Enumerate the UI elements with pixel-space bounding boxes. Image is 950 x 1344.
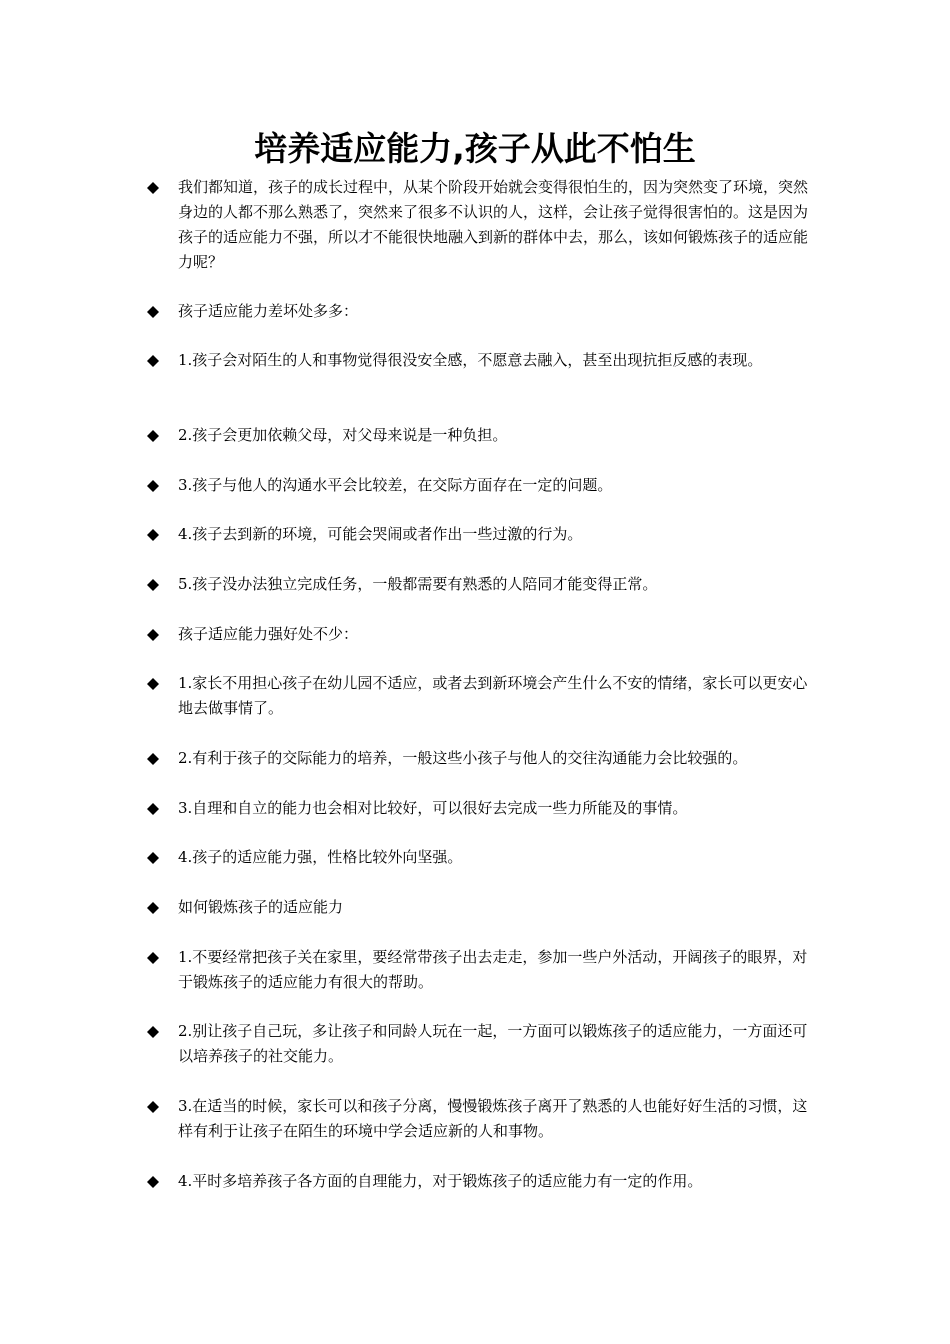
list-item-text: 4.平时多培养孩子各方面的自理能力，对于锻炼孩子的适应能力有一定的作用。 [178,1172,703,1190]
diamond-bullet-icon [145,746,161,771]
list-item-text: 孩子适应能力差坏处多多： [178,302,359,320]
list-item-text: 5.孩子没办法独立完成任务，一般都需要有熟悉的人陪同才能变得正常。 [178,575,658,593]
diamond-bullet-icon [145,845,161,870]
list-item-text: 孩子适应能力强好处不少： [178,625,359,643]
diamond-bullet-icon [145,473,161,498]
diamond-bullet-icon [145,1094,161,1119]
diamond-bullet-icon [145,671,161,696]
diamond-bullet-icon [145,895,161,920]
diamond-bullet-icon [145,175,161,200]
list-item-text: 如何锻炼孩子的适应能力 [178,898,344,916]
list-item-text: 1.家长不用担心孩子在幼儿园不适应，或者去到新环境会产生什么不安的情绪，家长可以更安心地去做事情了。 [178,674,808,717]
diamond-bullet-icon [145,1169,161,1194]
list-item-text: 3.孩子与他人的沟通水平会比较差，在交际方面存在一定的问题。 [178,476,613,494]
list-item-text: 1.孩子会对陌生的人和事物觉得很没安全感，不愿意去融入，甚至出现抗拒反感的表现。 [178,351,763,369]
diamond-bullet-icon [145,299,161,324]
list-item-text: 2.孩子会更加依赖父母，对父母来说是一种负担。 [178,426,508,444]
list-item-text: 我们都知道，孩子的成长过程中，从某个阶段开始就会变得很怕生的，因为突然变了环境，突然身边的人都不那么熟悉了，突然来了很多不认识的人，这样，会让孩子觉得很害怕的。这是因为孩子的适应能力不强，所以才不能很快地融入到新的群体中去，那么，该如何锻炼孩子的适应能力呢？ [178,178,809,271]
page-title: 培养适应能力,孩子从此不怕生 [254,129,696,168]
list-item-text: 3.在适当的时候，家长可以和孩子分离，慢慢锻炼孩子离开了熟悉的人也能好好生活的习惯，这样有利于让孩子在陌生的环境中学会适应新的人和事物。 [178,1097,808,1140]
list-item-text: 4.孩子的适应能力强，性格比较外向坚强。 [178,848,463,866]
diamond-bullet-icon [145,622,161,647]
list-item-text: 4.孩子去到新的环境，可能会哭闹或者作出一些过激的行为。 [178,525,583,543]
diamond-bullet-icon [145,572,161,597]
diamond-bullet-icon [145,945,161,970]
list-item-text: 3.自理和自立的能力也会相对比较好，可以很好去完成一些力所能及的事情。 [178,799,688,817]
list-item-text: 2.别让孩子自己玩，多让孩子和同龄人玩在一起，一方面可以锻炼孩子的适应能力，一方面还可以培养孩子的社交能力。 [178,1022,808,1065]
diamond-bullet-icon [145,796,161,821]
diamond-bullet-icon [145,423,161,448]
list-item-text: 2.有利于孩子的交际能力的培养，一般这些小孩子与他人的交往沟通能力会比较强的。 [178,749,748,767]
list-item-text: 1.不要经常把孩子关在家里，要经常带孩子出去走走，参加一些户外活动，开阔孩子的眼界，对于锻炼孩子的适应能力有很大的帮助。 [178,948,808,991]
diamond-bullet-icon [145,348,161,373]
diamond-bullet-icon [145,1019,161,1044]
diamond-bullet-icon [145,522,161,547]
